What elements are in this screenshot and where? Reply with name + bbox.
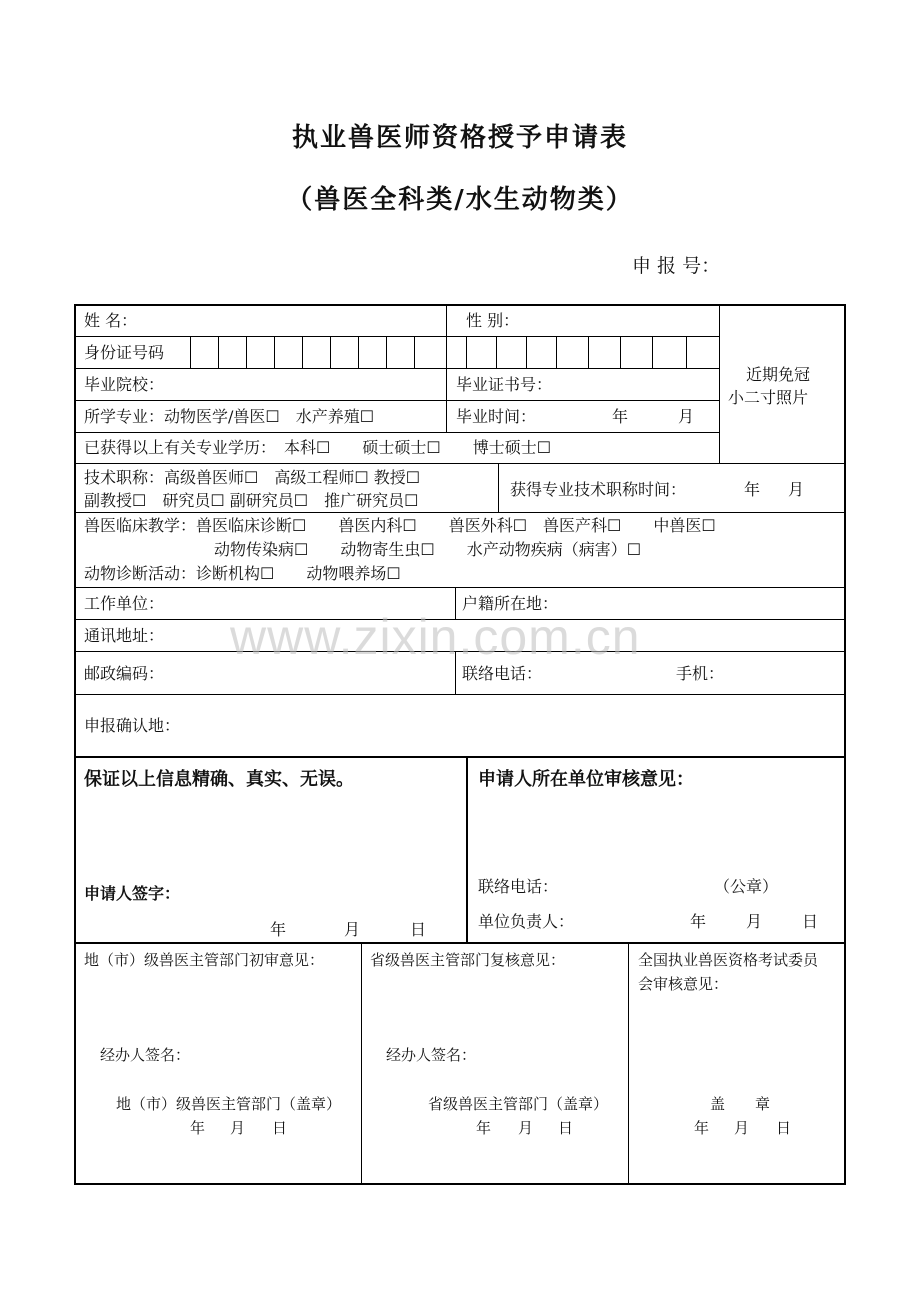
- certificate-number-label: 毕业证书号：: [456, 375, 553, 394]
- photo-label-1: 近期免冠: [746, 365, 811, 384]
- national-day: 日: [776, 1119, 792, 1137]
- graduation-year: 年: [612, 407, 629, 426]
- city-department-seal: 地（市）级兽医主管部门（盖章）: [116, 1095, 342, 1113]
- tech-title-month: 月: [788, 480, 805, 499]
- unit-head-label: 单位负责人：: [478, 912, 575, 931]
- id-number-label: 身份证号码: [84, 343, 165, 362]
- form-subtitle: （兽医全科类/水生动物类）: [286, 185, 634, 215]
- postcode-label: 邮政编码：: [84, 664, 165, 683]
- tech-title-row-2: 副教授☐ 研究员☐ 副研究员☐ 推广研究员☐: [84, 491, 419, 510]
- national-opinion-heading-1: 全国执业兽医资格考试委员: [638, 951, 819, 969]
- province-handler-signature: 经办人签名：: [386, 1046, 477, 1064]
- graduation-time-label: 毕业时间：: [456, 407, 537, 426]
- province-department-seal: 省级兽医主管部门（盖章）: [428, 1095, 609, 1113]
- school-label: 毕业院校：: [84, 375, 165, 394]
- mobile-label: 手机：: [676, 664, 725, 683]
- unit-month: 月: [746, 912, 763, 931]
- province-year: 年: [476, 1119, 492, 1137]
- confirm-place-label: 申报确认地：: [84, 716, 181, 735]
- watermark: www.zixin.com.cn: [230, 609, 641, 665]
- national-seal-label: 盖 章: [710, 1095, 771, 1113]
- city-year: 年: [190, 1119, 206, 1137]
- province-opinion-heading: 省级兽医主管部门复核意见：: [370, 951, 566, 969]
- national-year: 年: [694, 1119, 710, 1137]
- unit-year: 年: [690, 912, 707, 931]
- tech-title-year: 年: [744, 480, 761, 499]
- name-label: 姓 名：: [84, 311, 138, 330]
- unit-day: 日: [802, 912, 819, 931]
- clinical-teaching-row-1: 兽医临床教学：兽医临床诊断☐ 兽医内科☐ 兽医外科☐ 兽医产科☐ 中兽医☐: [84, 516, 716, 535]
- degree-label: 已获得以上有关专业学历： 本科☐ 硕士硕士☐ 博士硕士☐: [84, 438, 552, 457]
- diagnosis-activity-row: 动物诊断活动：诊断机构☐ 动物喂养场☐: [84, 564, 401, 583]
- city-opinion-heading: 地（市）级兽医主管部门初审意见：: [84, 951, 325, 969]
- national-month: 月: [734, 1119, 750, 1137]
- address-label: 通讯地址：: [84, 626, 165, 645]
- unit-seal-label: （公章）: [714, 877, 779, 896]
- phone-label: 联络电话：: [462, 664, 543, 683]
- work-unit-label: 工作单位：: [84, 594, 165, 613]
- province-month: 月: [518, 1119, 534, 1137]
- applicant-signature-label: 申请人签字：: [84, 884, 181, 903]
- report-number-label: 申 报 号：: [632, 255, 721, 277]
- national-opinion-heading-2: 会审核意见：: [638, 975, 729, 993]
- applicant-month: 月: [344, 920, 361, 939]
- major-label: 所学专业：动物医学/兽医☐ 水产养殖☐: [84, 407, 375, 426]
- applicant-year: 年: [270, 920, 287, 939]
- city-handler-signature: 经办人签名：: [100, 1046, 191, 1064]
- clinical-teaching-row-2: 动物传染病☐ 动物寄生虫☐ 水产动物疾病（病害）☐: [214, 540, 642, 559]
- city-month: 月: [230, 1119, 246, 1137]
- unit-opinion-heading: 申请人所在单位审核意见：: [478, 769, 694, 790]
- guarantee-statement: 保证以上信息精确、真实、无误。: [84, 769, 354, 790]
- form-title: 执业兽医师资格授予申请表: [291, 123, 628, 153]
- tech-title-time-label: 获得专业技术职称时间：: [510, 480, 687, 499]
- hukou-label: 户籍所在地：: [462, 594, 559, 613]
- applicant-day: 日: [410, 920, 427, 939]
- city-day: 日: [272, 1119, 288, 1137]
- tech-title-row-1: 技术职称：高级兽医师☐ 高级工程师☐ 教授☐: [84, 468, 421, 487]
- photo-label-2: 小二寸照片: [728, 388, 809, 407]
- gender-label: 性 别：: [466, 311, 520, 330]
- province-day: 日: [558, 1119, 574, 1137]
- unit-phone-label: 联络电话：: [478, 877, 559, 896]
- graduation-month: 月: [678, 407, 695, 426]
